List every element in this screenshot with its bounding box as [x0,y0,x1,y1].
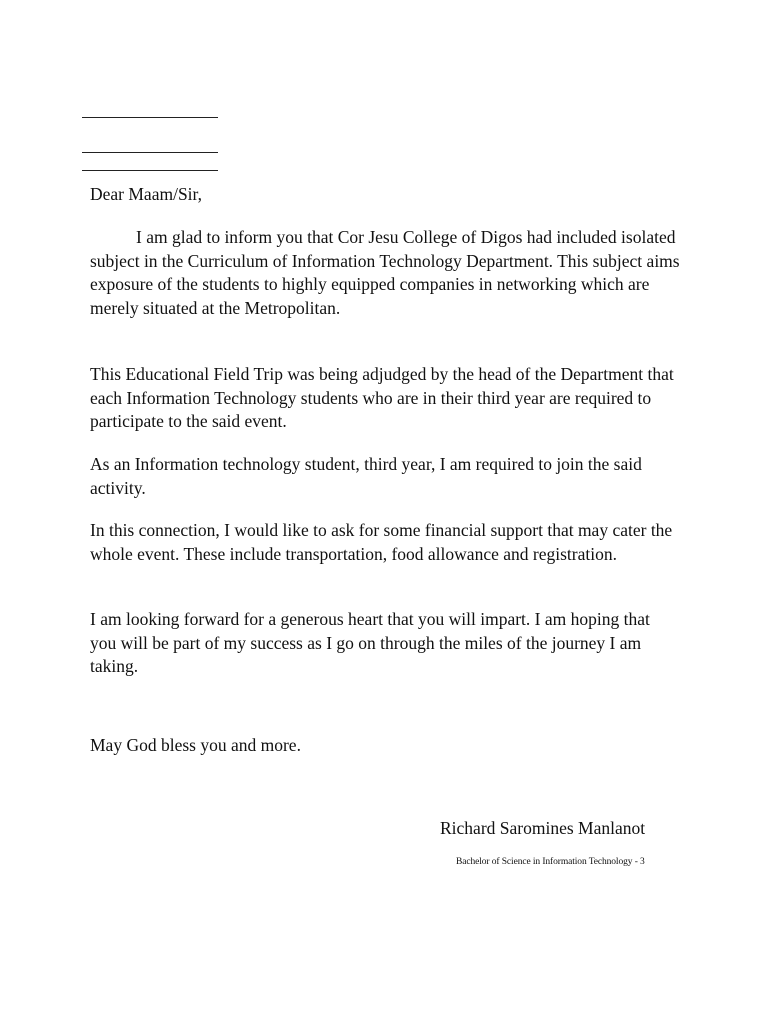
paragraph-intro [90,226,680,320]
signatory-program: Bachelor of Science in Information Technology - 3 [456,857,645,867]
closing-line: May God bless you and more. [90,735,301,755]
paragraph-intro-text: I am glad to inform you that Cor Jesu College of Digos had included isolated subject in the Curriculum of Information Technology Department. This subject aims exposure of the students to highly equipped companies in networking which are merely situated at the Metropolitan. [90,227,680,318]
paragraph-requirement: As an Information technology student, third year, I am required to join the said activity. [90,454,642,498]
paragraph-field-trip: This Educational Field Trip was being adjudged by the head of the Department that each Information Technology students who are in their third year are required to participate to the said event. [90,364,674,431]
recipient-blank-line-3 [82,170,218,171]
salutation: Dear Maam/Sir, [90,184,203,204]
recipient-blank-line-1 [82,117,218,118]
paragraph-hope: I am looking forward for a generous heart that you will impart. I am hoping that you will be part of my success as I go on through the miles of the journey I am taking. [90,609,650,676]
signatory-name: Richard Saromines Manlanot [440,818,646,838]
paragraph-request: In this connection, I would like to ask for some financial support that may cater the whole event. These include transportation, food allowance and registration. [90,520,673,564]
recipient-blank-line-2 [82,152,218,153]
